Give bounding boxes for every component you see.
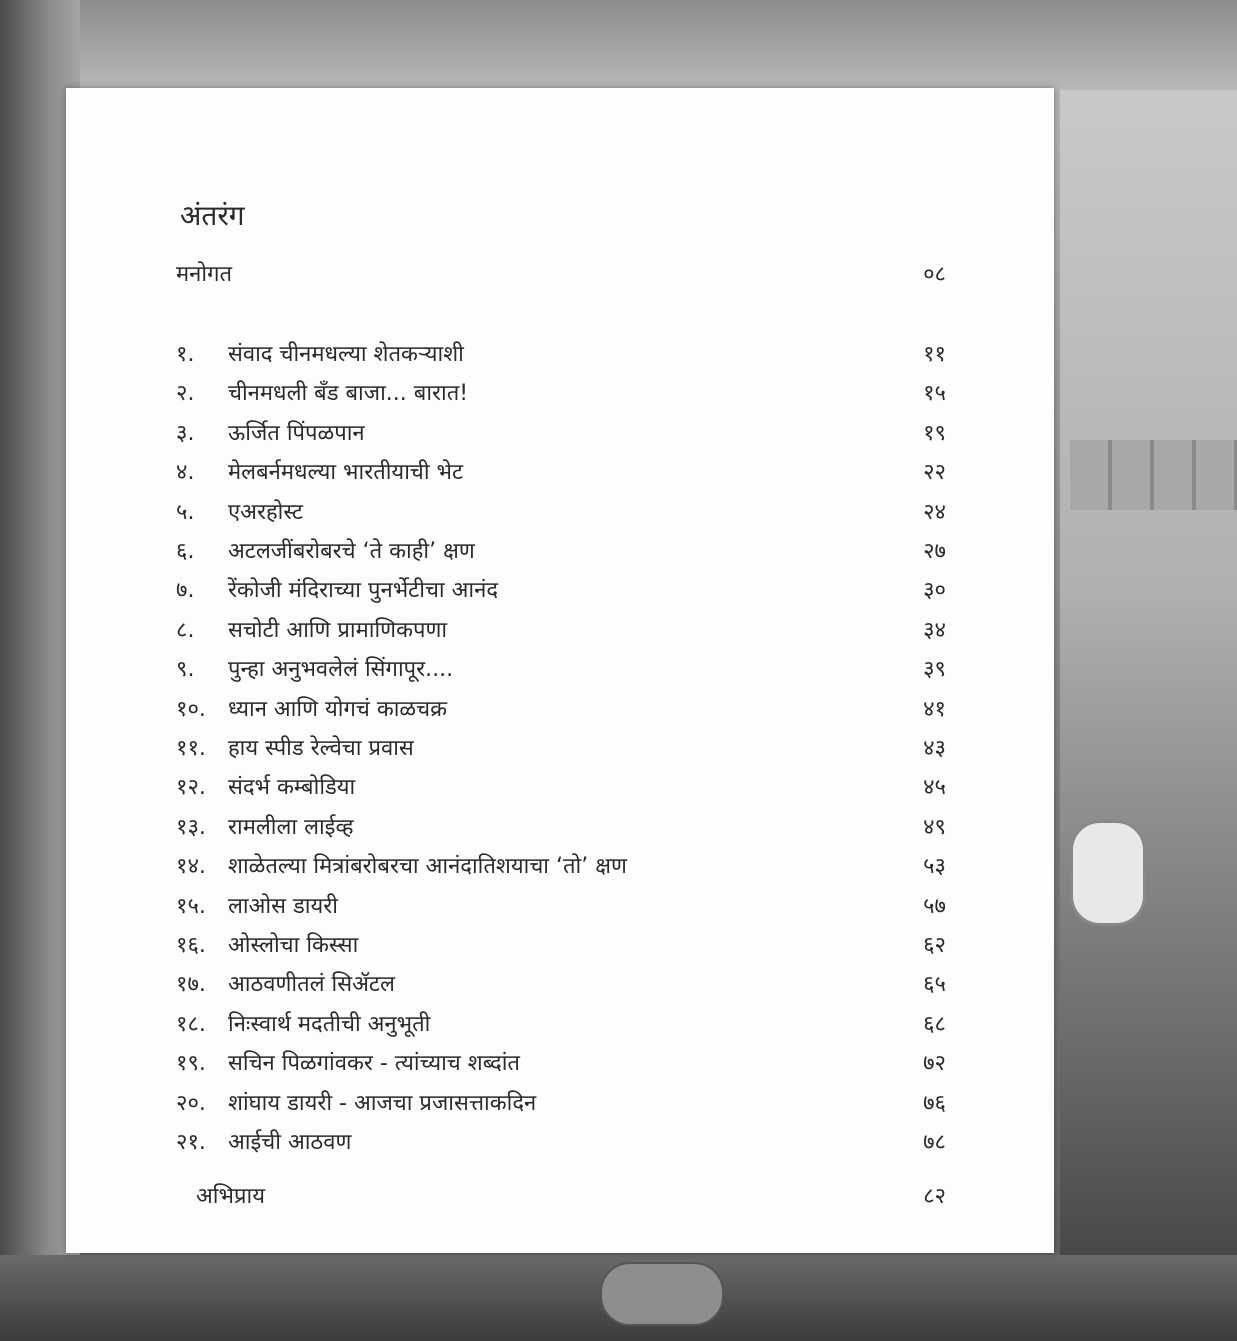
- preface-page: ०८: [923, 262, 946, 287]
- entry-title: सचिन पिळगांवकर - त्यांच्याच शब्दांत: [228, 1051, 520, 1077]
- entry-title: लाओस डायरी: [228, 893, 338, 919]
- entry-title: पुन्हा अनुभवलेलं सिंगापूर....: [228, 657, 454, 683]
- entry-title: आईची आठवण: [228, 1130, 352, 1155]
- entry-num: ८.: [176, 617, 195, 643]
- entry-num: १३.: [176, 814, 206, 840]
- entry-num: ६.: [176, 539, 195, 564]
- entry-num: १०.: [176, 696, 206, 722]
- contents-page: [66, 88, 1054, 1253]
- entry-page: ७६: [923, 1090, 946, 1116]
- entry-num: ३.: [176, 420, 195, 446]
- entry-page: २२: [923, 460, 946, 486]
- contents-entry: [176, 417, 946, 453]
- contents-entry: [176, 890, 946, 926]
- entry-num: २.: [176, 381, 195, 407]
- entry-num: १७.: [176, 972, 206, 998]
- entry-page: ६२: [923, 933, 946, 958]
- entry-title: मेलबर्नमधल्या भारतीयाची भेट: [228, 460, 464, 486]
- entry-page: ४९: [923, 814, 946, 840]
- contents-entry: [176, 377, 946, 413]
- entry-num: ५.: [176, 499, 195, 525]
- entry-title: ओस्लोचा किस्सा: [228, 933, 359, 958]
- contents-entry: [176, 1087, 946, 1123]
- contents-entry: [176, 1008, 946, 1044]
- cabin-window: [1070, 820, 1146, 926]
- entry-title: संदर्भ कम्बोडिया: [228, 775, 356, 801]
- entry-num: २१.: [176, 1130, 206, 1155]
- entry-num: १५.: [176, 893, 206, 919]
- entry-page: ४५: [923, 775, 946, 801]
- entry-title: चीनमधली बँड बाजा... बारात!: [228, 381, 469, 407]
- entry-title: सचोटी आणि प्रामाणिकपणा: [228, 617, 448, 643]
- overhead-bin: [1070, 440, 1237, 510]
- entry-title: एअरहोस्ट: [228, 499, 303, 525]
- entry-page: २७: [923, 539, 946, 564]
- entry-num: १.: [176, 342, 195, 367]
- entry-page: ३४: [923, 617, 946, 643]
- entry-page: १९: [923, 420, 946, 446]
- contents-entry: [176, 496, 946, 532]
- entry-num: ४.: [176, 460, 195, 486]
- entry-title: ध्यान आणि योगचं काळचक्र: [228, 696, 448, 722]
- entry-page: २४: [923, 499, 946, 525]
- contents-entry: [176, 574, 946, 610]
- entry-page: ५३: [923, 854, 946, 880]
- contents-entry: [176, 693, 946, 729]
- entry-num: ११.: [176, 736, 206, 761]
- entry-page: १५: [923, 381, 946, 407]
- entry-num: ९.: [176, 657, 195, 683]
- entry-page: ३९: [923, 657, 946, 683]
- contents-entry: [176, 535, 946, 571]
- contents-entry: [176, 456, 946, 492]
- cabin-ceiling: [0, 0, 1237, 90]
- contents-entry: [176, 968, 946, 1004]
- entry-page: ६८: [923, 1011, 946, 1037]
- entry-page: ४३: [923, 736, 946, 761]
- entry-title: ऊर्जित पिंपळपान: [228, 420, 365, 446]
- entry-page: ६५: [923, 972, 946, 998]
- contents-entry: [176, 653, 946, 689]
- entry-title: आठवणीतलं सिॲटल: [228, 972, 395, 998]
- opinions-entry: [176, 1180, 946, 1216]
- contents-entry: [176, 338, 946, 374]
- entry-title: रेंकोजी मंदिराच्या पुनर्भेटीचा आनंद: [228, 578, 498, 604]
- entry-page: ४१: [923, 696, 946, 722]
- contents-entry: [176, 1047, 946, 1083]
- entry-num: १९.: [176, 1051, 206, 1077]
- entry-page: ३०: [923, 578, 946, 604]
- entry-page: ११: [923, 342, 946, 367]
- contents-entry: [176, 1126, 946, 1162]
- entry-title: हाय स्पीड रेल्वेचा प्रवास: [228, 736, 414, 761]
- entry-title: अटलजींबरोबरचे ‘ते काही’ क्षण: [228, 539, 475, 564]
- contents-entry: [176, 850, 946, 886]
- opinions-title: अभिप्राय: [196, 1184, 265, 1209]
- contents-entry: [176, 929, 946, 965]
- entry-num: १४.: [176, 854, 206, 880]
- entry-num: २०.: [176, 1090, 206, 1116]
- entry-title: संवाद चीनमधल्या शेतकऱ्याशी: [228, 342, 464, 367]
- entry-page: ७२: [923, 1051, 946, 1077]
- contents-heading: अंतरंग: [180, 199, 245, 232]
- entry-num: १२.: [176, 775, 206, 801]
- entry-title: निःस्वार्थ मदतीची अनुभूती: [228, 1011, 431, 1037]
- seatback-tray: [600, 1262, 724, 1326]
- preface-title: मनोगत: [176, 262, 232, 287]
- preface-entry: [176, 258, 946, 294]
- entry-page: ७८: [923, 1130, 946, 1155]
- entry-num: १८.: [176, 1011, 206, 1037]
- contents-entry: [176, 614, 946, 650]
- contents-entry: [176, 811, 946, 847]
- entry-num: ७.: [176, 578, 195, 604]
- opinions-page: ८२: [923, 1184, 946, 1209]
- entry-title: शांघाय डायरी - आजचा प्रजासत्ताकदिन: [228, 1090, 537, 1116]
- contents-entry: [176, 732, 946, 768]
- entry-title: रामलीला लाईव्ह: [228, 814, 354, 840]
- entry-page: ५७: [923, 893, 946, 919]
- contents-entry: [176, 771, 946, 807]
- cabin-right-wall: [1060, 90, 1237, 1341]
- entry-title: शाळेतल्या मित्रांबरोबरचा आनंदातिशयाचा ‘तो’ क्षण: [228, 854, 627, 880]
- entry-num: १६.: [176, 933, 206, 958]
